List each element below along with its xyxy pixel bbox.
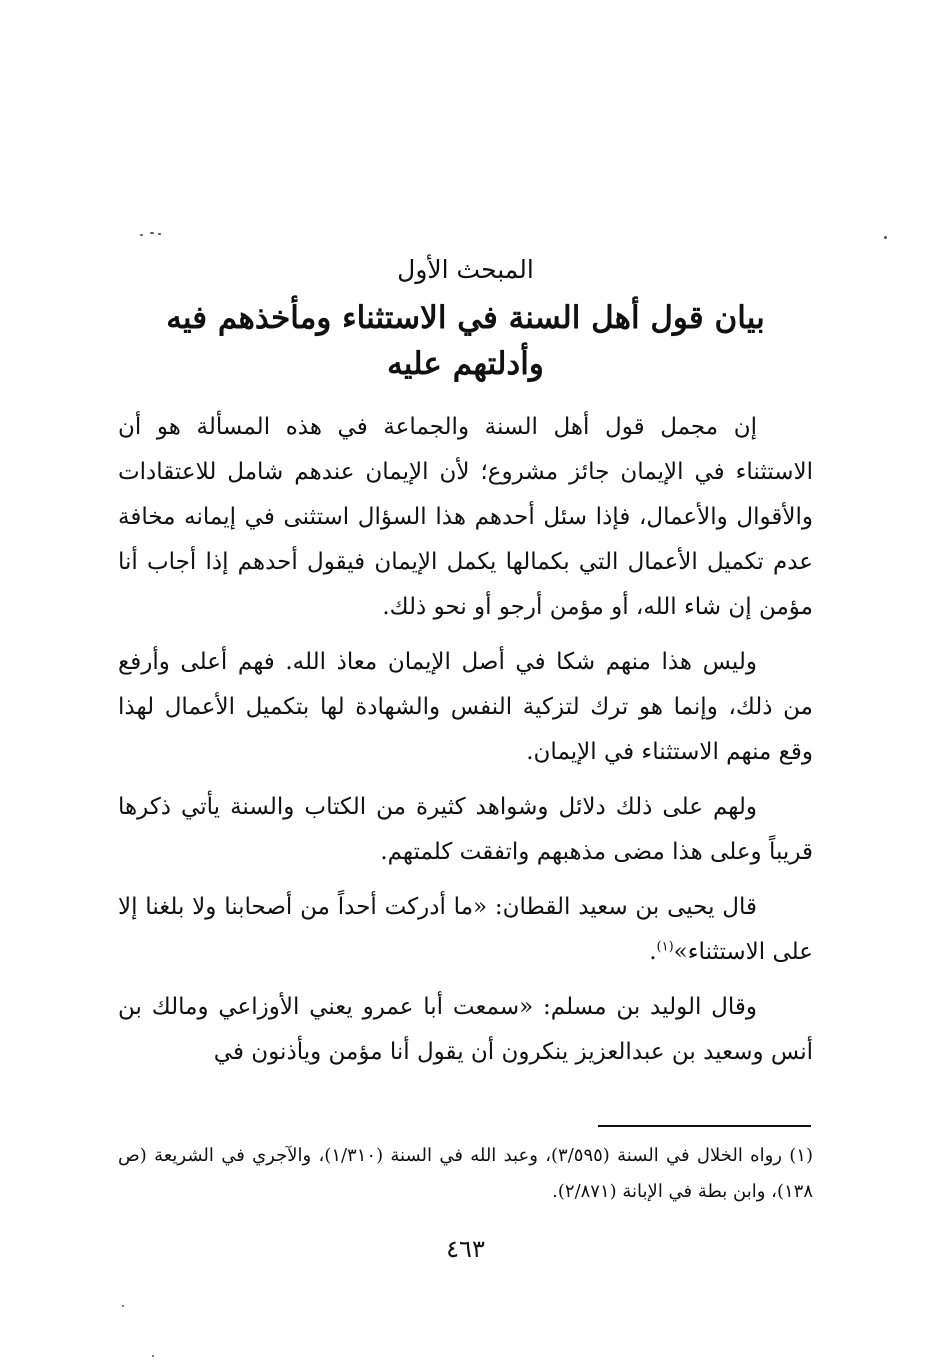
body-text	[118, 405, 813, 1085]
paragraph: وقال الوليد بن مسلم: «سمعت أبا عمرو يعني الأوزاعي ومالك بن أنس وسعيد بن عبدالعزيز ينكرون أن يقول أنا مؤمن ويأذنون في	[118, 994, 813, 1065]
scan-speck	[884, 236, 887, 239]
quote-text: قال يحيى بن سعيد القطان: «ما أدركت أحداً من أصحابنا ولا بلغنا إلا على الاستثناء»	[118, 894, 813, 965]
scan-speck	[122, 1305, 124, 1307]
footnote-marker[interactable]: (١)	[656, 939, 674, 955]
scan-speck	[140, 234, 143, 236]
paragraph: إن مجمل قول أهل السنة والجماعة في هذه المسألة هو أن الاستثناء في الإيمان جائز مشروع؛ لأن الإيمان عندهم شامل للاعتقادات والأقوال والأعمال، فإذا سئل أحدهم هذا السؤال استثنى في إيمانه مخافة عدم تكميل الأعمال التي بكمالها يكمل الإيمان فيقول أحدهم إذا أجاب أنا مؤمن إن شاء الله، أو مؤمن أرجو أو نحو ذلك.	[118, 414, 813, 620]
page-number: ٤٦٣	[446, 1235, 485, 1263]
quote-paragraph	[118, 885, 813, 975]
footnote: (١) رواه الخلال في السنة (٣/٥٩٥)، وعبد الله في السنة (١/٣١٠)، والآجري في الشريعة (ص ١٣٨)، وابن بطة في الإبانة (٢/٨٧١).	[118, 1145, 813, 1202]
section-label: المبحث الأول	[397, 255, 534, 284]
paragraph: ولهم على ذلك دلائل وشواهد كثيرة من الكتاب والسنة يأتي ذكرها قريباً وعلى هذا مضى مذهبهم واتفقت كلمتهم.	[118, 794, 813, 865]
chapter-title	[120, 295, 811, 387]
footnote-divider	[598, 1125, 811, 1127]
quote-ending: .	[649, 939, 657, 965]
scan-speck	[158, 233, 161, 235]
scan-speck	[150, 232, 154, 234]
chapter-title-line: وأدلتهم عليه	[387, 346, 544, 382]
paragraph: وليس هذا منهم شكا في أصل الإيمان معاذ الله. فهم أعلى وأرفع من ذلك، وإنما هو ترك لتزكية النفس والشهادة لها بتكميل الأعمال لهذا وقع منهم الاستثناء في الإيمان.	[118, 649, 813, 765]
chapter-title-line: بيان قول أهل السنة في الاستثناء ومأخذهم فيه	[166, 300, 765, 336]
scan-speck	[152, 1355, 154, 1357]
